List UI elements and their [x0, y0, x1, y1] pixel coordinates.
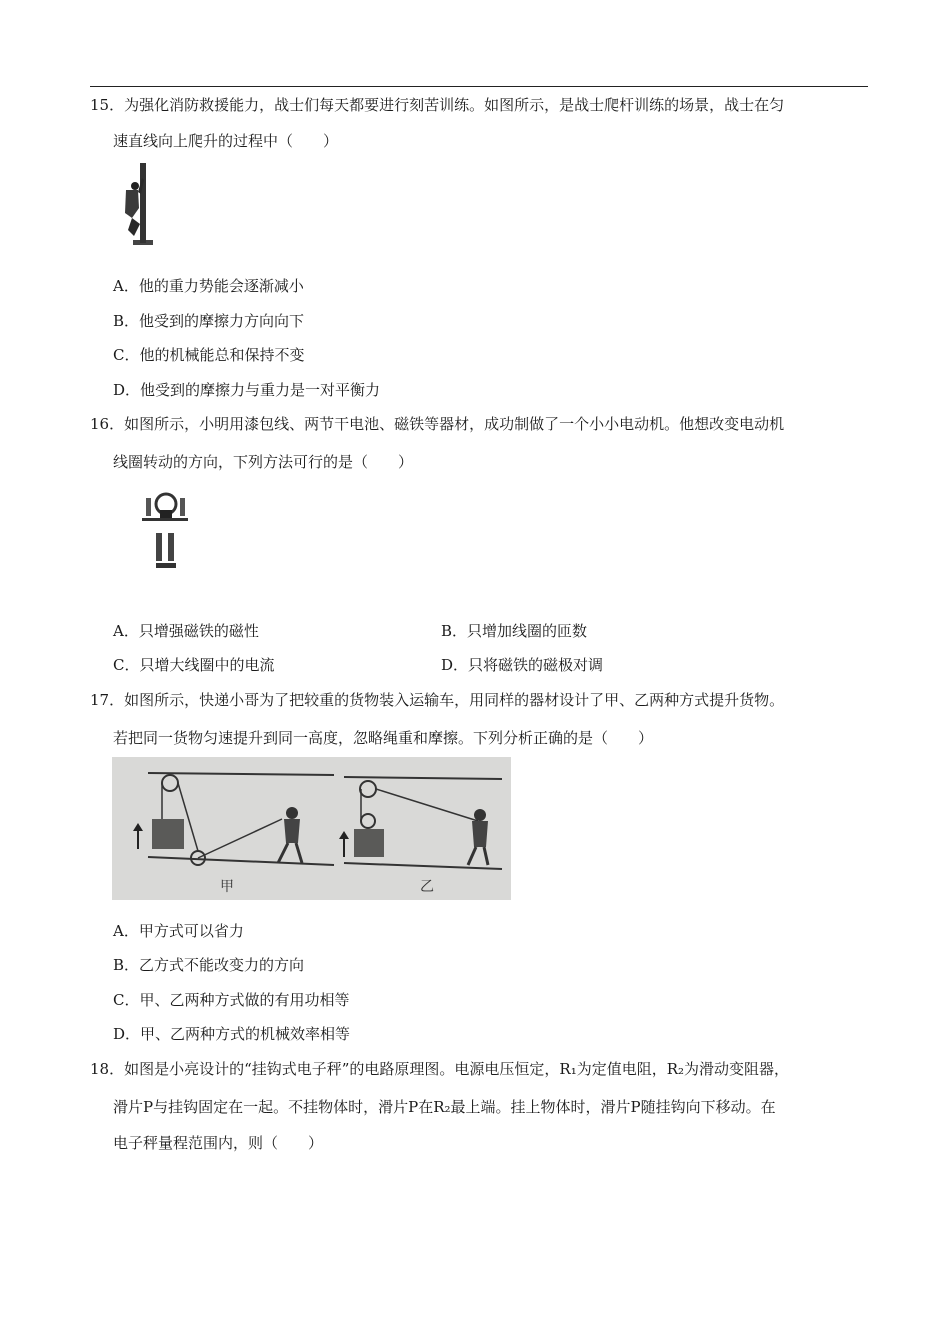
q17-figure-label-jia: 甲: [220, 879, 234, 895]
q17-option-b: B．乙方式不能改变力的方向: [113, 956, 305, 974]
header-rule: [90, 86, 868, 87]
q16-stem-line1: 16．如图所示，小明用漆包线、两节干电池、磁铁等器材，成功制做了一个小小电动机。他想改变电动机: [90, 415, 785, 433]
q18-stem-line3: 电子秤量程范围内，则（ ）: [113, 1134, 324, 1152]
q17-option-d: D．甲、乙两种方式的机械效率相等: [113, 1025, 351, 1043]
q16-option-a: A．只增强磁铁的磁性: [113, 622, 259, 640]
q17-figure-label-yi: 乙: [420, 879, 434, 895]
q15-option-b: B．他受到的摩擦力方向向下: [113, 312, 305, 330]
q15-stem-line1: 15．为强化消防救援能力，战士们每天都要进行刻苦训练。如图所示，是战士爬杆训练的场景，战士在匀: [90, 96, 785, 114]
q15-pole-climbing-figure: [112, 158, 187, 248]
q15-option-c: C．他的机械能总和保持不变: [113, 346, 305, 364]
q17-option-a: A．甲方式可以省力: [113, 922, 244, 940]
q17-stem-line1: 17．如图所示，快递小哥为了把较重的货物装入运输车，用同样的器材设计了甲、乙两种方式提升货物。: [90, 691, 785, 709]
q18-stem-line1: 18．如图是小亮设计的“挂钩式电子秤”的电路原理图。电源电压恒定，R₁为定值电阻，R₂为滑动变阻器，: [90, 1060, 790, 1078]
q16-electric-motor-figure: [138, 488, 193, 578]
q16-option-d: D．只将磁铁的磁极对调: [441, 656, 604, 674]
q17-pulley-photo: [112, 757, 511, 900]
q15-stem-line2: 速直线向上爬升的过程中（ ）: [113, 132, 339, 150]
q16-option-c: C．只增大线圈中的电流: [113, 656, 275, 674]
q18-stem-line2: 滑片P与挂钩固定在一起。不挂物体时，滑片P在R₂最上端。挂上物体时，滑片P随挂钩向下移动。在: [113, 1098, 776, 1116]
q16-stem-line2: 线圈转动的方向，下列方法可行的是（ ）: [113, 453, 414, 471]
q15-option-a: A．他的重力势能会逐渐减小: [113, 277, 304, 295]
q17-stem-line2: 若把同一货物匀速提升到同一高度，忽略绳重和摩擦。下列分析正确的是（ ）: [113, 729, 654, 747]
q17-option-c: C．甲、乙两种方式做的有用功相等: [113, 991, 350, 1009]
q16-option-b: B．只增加线圈的匝数: [441, 622, 588, 640]
q15-option-d: D．他受到的摩擦力与重力是一对平衡力: [113, 381, 381, 399]
